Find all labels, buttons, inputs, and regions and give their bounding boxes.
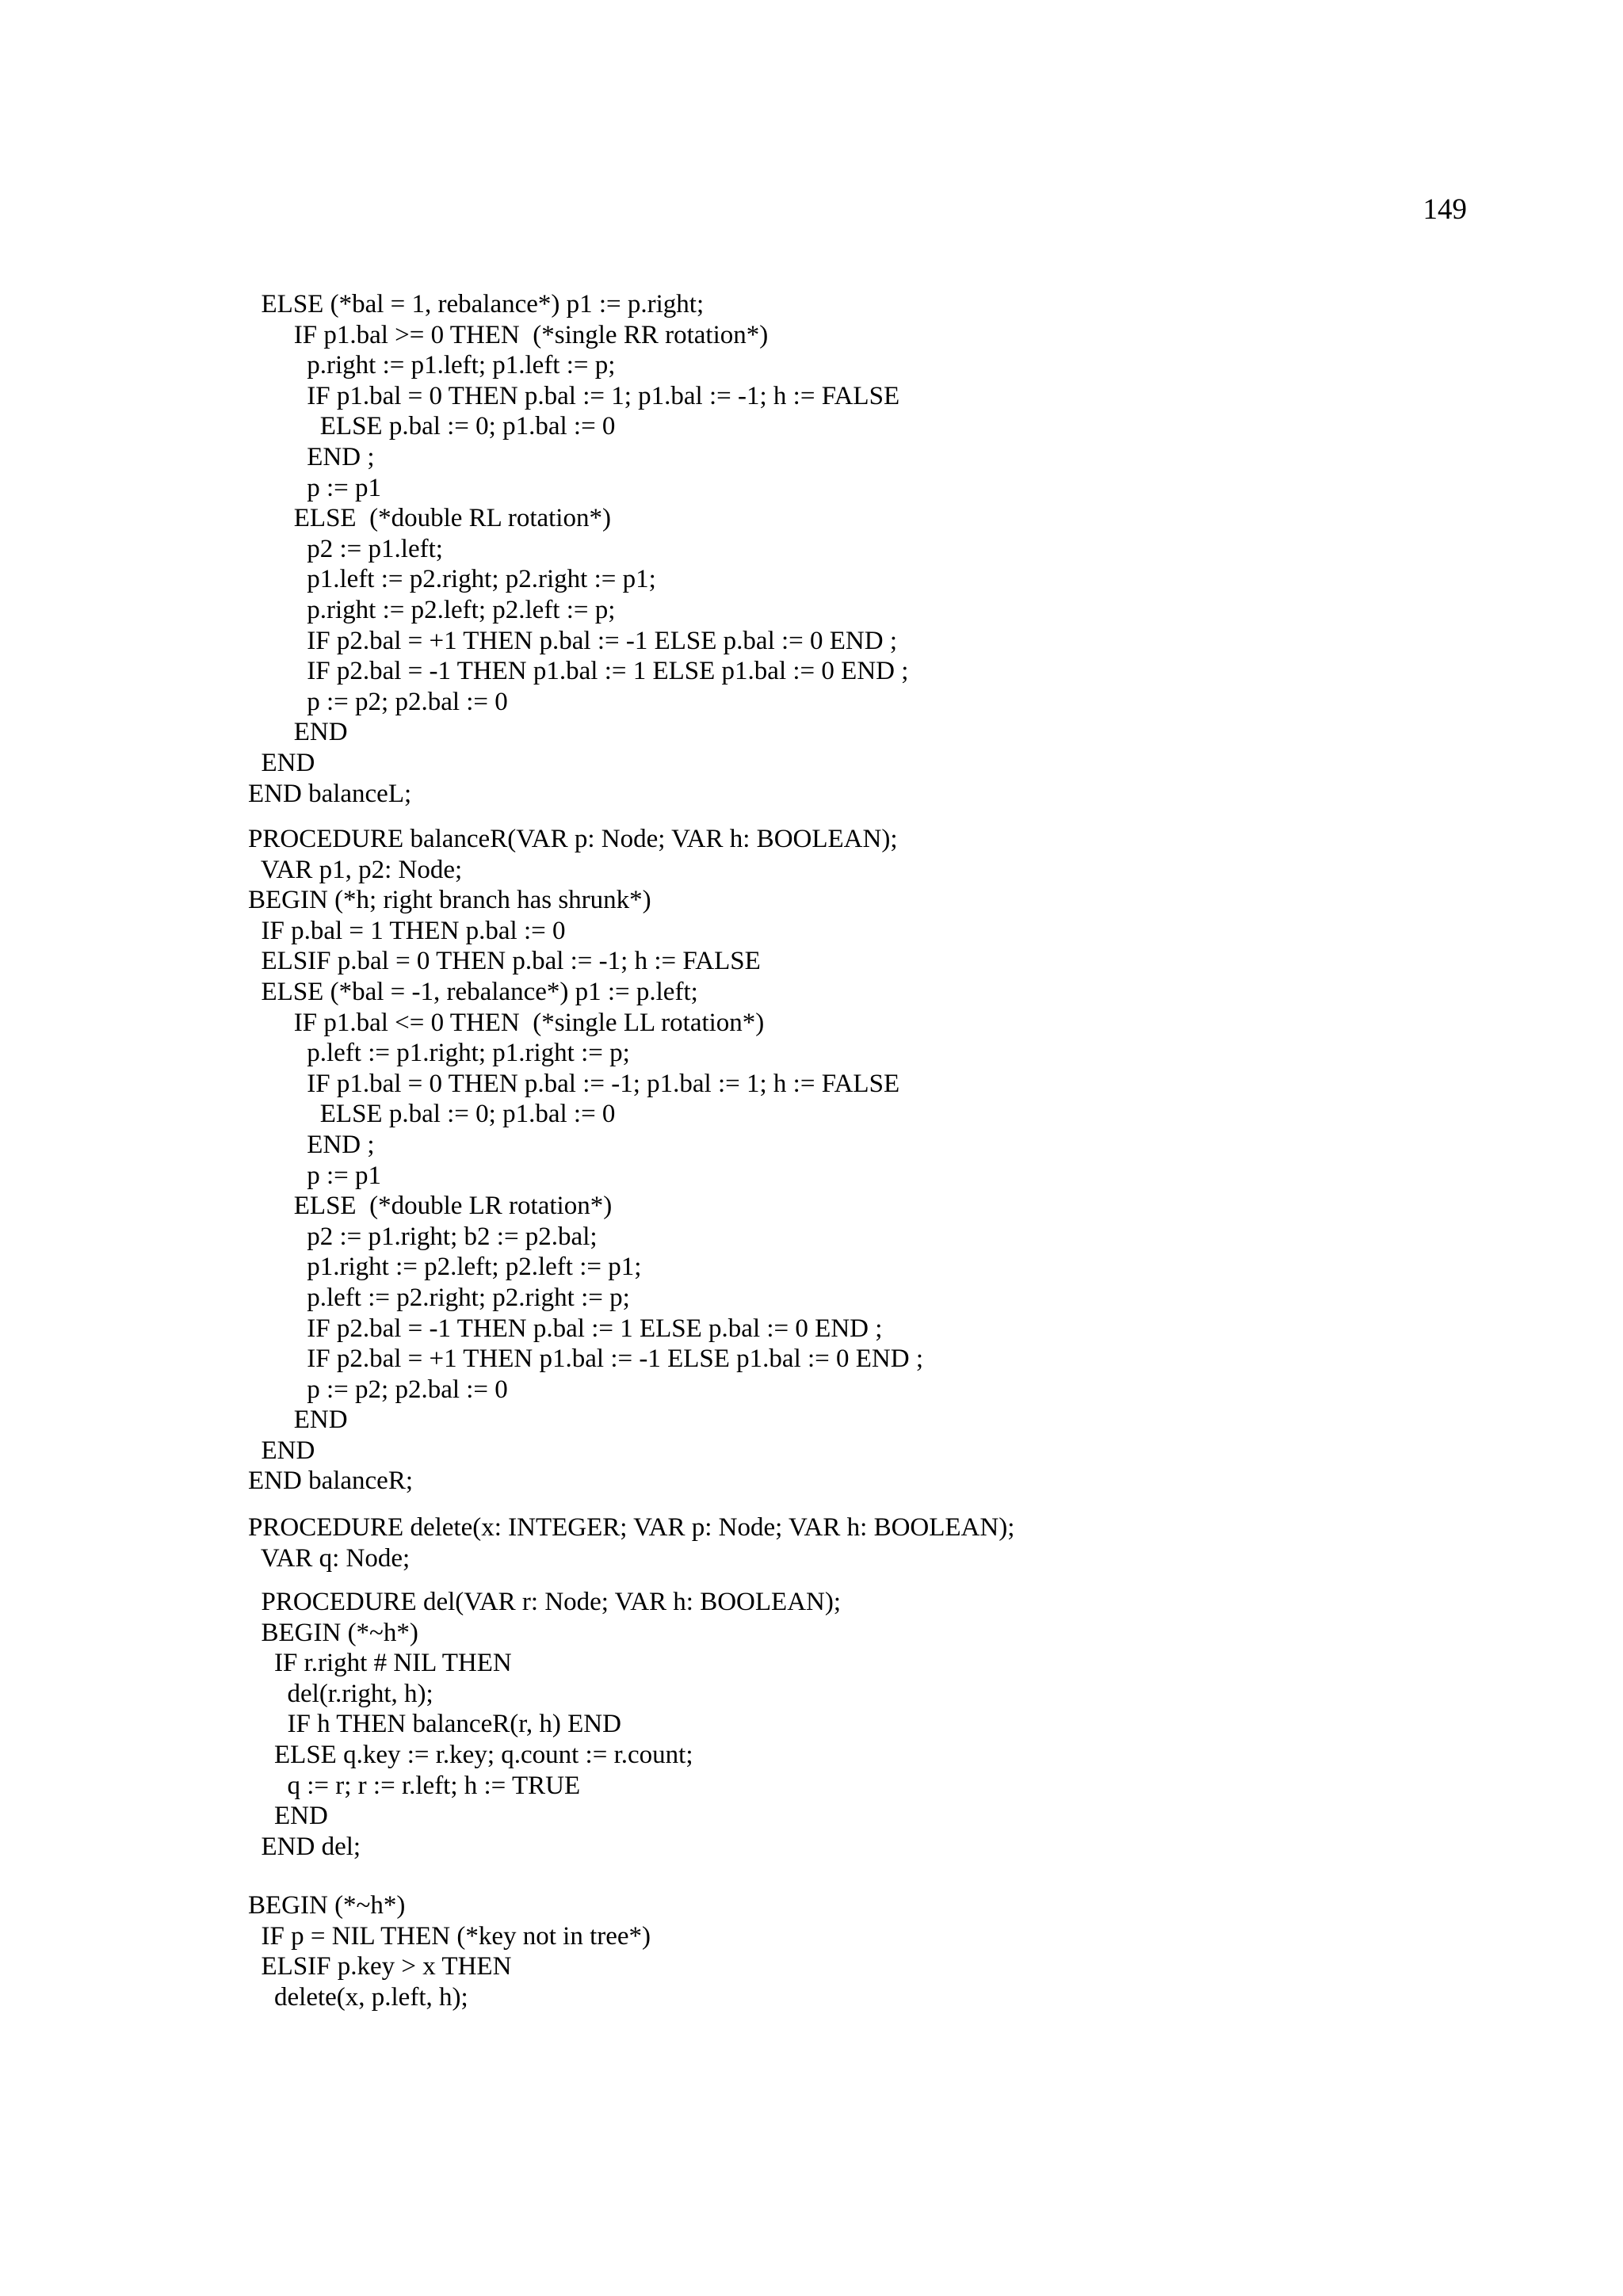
code-block-balanceR (248, 824, 923, 1497)
code-line: END (248, 718, 348, 747)
code-line: IF p2.bal = +1 THEN p1.bal := -1 ELSE p1.bal := 0 END ; (248, 1344, 924, 1374)
page-number: 149 (1423, 193, 1467, 226)
code-block-delete-header (248, 1512, 1014, 1573)
code-line: ELSE (*bal = -1, rebalance*) p1 := p.left; (248, 977, 698, 1006)
code-line: delete(x, p.left, h); (248, 1982, 468, 2012)
code-line: p1.left := p2.right; p2.right := p1; (248, 565, 656, 594)
code-line: p.right := p1.left; p1.left := p; (248, 351, 616, 380)
code-line: PROCEDURE delete(x: INTEGER; VAR p: Node; VAR h: BOOLEAN); (248, 1513, 1015, 1542)
code-line: END ; (248, 442, 375, 471)
code-line: END (248, 1436, 315, 1465)
code-line: IF p = NIL THEN (*key not in tree*) (248, 1921, 651, 1951)
code-line: del(r.right, h); (248, 1679, 433, 1708)
code-line: END (248, 1802, 328, 1831)
code-line: p1.right := p2.left; p2.left := p1; (248, 1253, 642, 1282)
code-line: BEGIN (*~h*) (248, 1618, 418, 1647)
code-line: END (248, 748, 315, 777)
code-line: ELSE (*bal = 1, rebalance*) p1 := p.right; (248, 290, 705, 318)
code-line: p := p1 (248, 473, 382, 502)
code-line: PROCEDURE balanceR(VAR p: Node; VAR h: BOOLEAN); (248, 825, 898, 853)
code-block-delete-body (248, 1890, 651, 2012)
code-line: ELSE q.key := r.key; q.count := r.count; (248, 1740, 693, 1769)
code-line: IF p1.bal >= 0 THEN (*single RR rotation*) (248, 320, 769, 349)
code-line: IF p2.bal = +1 THEN p.bal := -1 ELSE p.bal := 0 END ; (248, 626, 898, 655)
code-block-balanceL-tail (248, 289, 908, 809)
code-line: IF h THEN balanceR(r, h) END (248, 1710, 621, 1739)
code-line: p.right := p2.left; p2.left := p; (248, 595, 616, 624)
code-line: IF p2.bal = -1 THEN p1.bal := 1 ELSE p1.bal := 0 END ; (248, 657, 909, 686)
code-line: p := p2; p2.bal := 0 (248, 687, 508, 716)
code-line: p2 := p1.left; (248, 534, 443, 563)
code-line: END balanceL; (248, 779, 412, 808)
code-line: BEGIN (*h; right branch has shrunk*) (248, 886, 651, 915)
code-line: END balanceR; (248, 1466, 414, 1496)
code-line: p.left := p2.right; p2.right := p; (248, 1283, 630, 1312)
code-line: ELSE (*double LR rotation*) (248, 1192, 613, 1221)
code-line: ELSE p.bal := 0; p1.bal := 0 (248, 412, 616, 441)
code-line: IF p1.bal = 0 THEN p.bal := -1; p1.bal := 1; h := FALSE (248, 1069, 900, 1098)
code-line: ELSE p.bal := 0; p1.bal := 0 (248, 1100, 616, 1129)
code-line: END ; (248, 1130, 375, 1159)
code-line: END del; (248, 1832, 361, 1861)
code-line: ELSIF p.key > x THEN (248, 1952, 512, 1981)
code-line: BEGIN (*~h*) (248, 1891, 406, 1920)
code-line: ELSE (*double RL rotation*) (248, 504, 611, 533)
code-line: VAR q: Node; (248, 1543, 411, 1573)
code-line: p.left := p1.right; p1.right := p; (248, 1039, 630, 1068)
code-line: VAR p1, p2: Node; (248, 855, 463, 884)
code-line: p := p2; p2.bal := 0 (248, 1375, 508, 1404)
code-line: IF p.bal = 1 THEN p.bal := 0 (248, 916, 566, 945)
code-line: p := p1 (248, 1161, 382, 1190)
code-line: IF p1.bal = 0 THEN p.bal := 1; p1.bal := -1; h := FALSE (248, 381, 900, 410)
code-line: END (248, 1405, 348, 1435)
code-block-del-procedure (248, 1587, 841, 1862)
code-line: IF p1.bal <= 0 THEN (*single LL rotation*) (248, 1008, 765, 1037)
code-line: IF p2.bal = -1 THEN p.bal := 1 ELSE p.bal := 0 END ; (248, 1314, 883, 1343)
code-line: IF r.right # NIL THEN (248, 1649, 512, 1678)
code-line: ELSIF p.bal = 0 THEN p.bal := -1; h := FALSE (248, 947, 761, 976)
code-line: p2 := p1.right; b2 := p2.bal; (248, 1222, 598, 1251)
code-line: q := r; r := r.left; h := TRUE (248, 1771, 581, 1800)
code-line: PROCEDURE del(VAR r: Node; VAR h: BOOLEAN); (248, 1588, 842, 1616)
